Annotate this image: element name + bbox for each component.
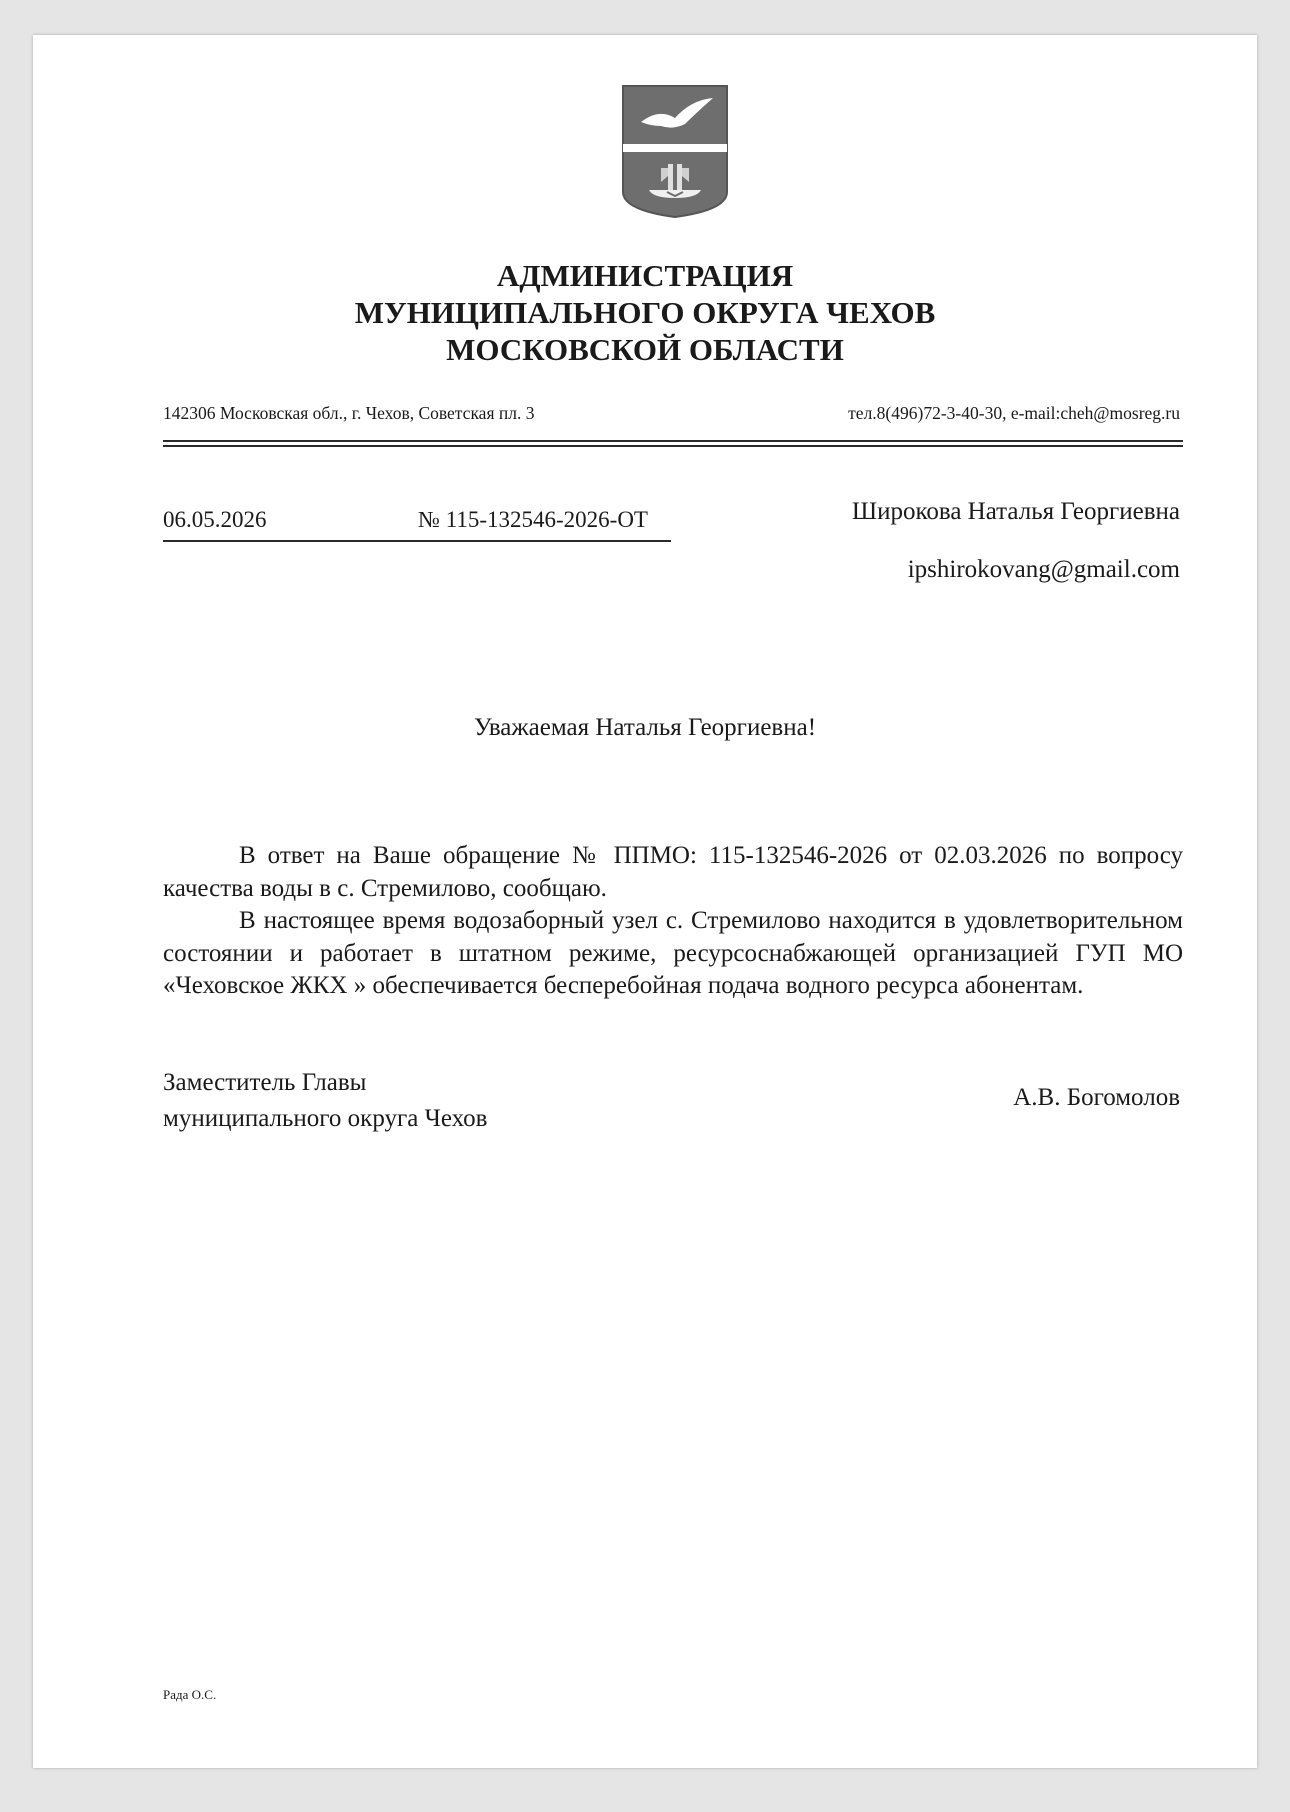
- document-number: № 115-132546-2026-ОТ: [418, 507, 648, 532]
- body-paragraph: В настоящее время водозаборный узел с. Стремилово находится в удовлетворительном состоянии и работает в штатном режиме, ресурсоснабжающей организацией ГУП МО «Чеховское ЖКХ » обеспечивается бесперебойная подача водного ресурса абонентам.: [163, 907, 1183, 999]
- recipient-email: ipshirokovang@gmail.com: [907, 556, 1180, 583]
- date-underline: [163, 540, 671, 542]
- recipient-name: Широкова Наталья Георгиевна: [851, 498, 1180, 525]
- signer-position: [163, 1065, 487, 1137]
- signer-name: А.В. Богомолов: [1013, 1084, 1180, 1111]
- document-date: 06.05.2026: [163, 507, 267, 532]
- organization-title: [33, 257, 1257, 368]
- coat-of-arms-icon: [621, 84, 729, 219]
- header-rule-top: [163, 440, 1183, 442]
- org-title-line: АДМИНИСТРАЦИЯ: [496, 258, 794, 293]
- signer-position-line: муниципального округа Чехов: [163, 1105, 488, 1132]
- signer-position-line: Заместитель Главы: [163, 1069, 367, 1096]
- org-title-line: МОСКОВСКОЙ ОБЛАСТИ: [446, 332, 844, 367]
- executor-name: Рада О.С.: [163, 1687, 217, 1702]
- organization-address: 142306 Московская обл., г. Чехов, Советская пл. 3: [163, 403, 535, 423]
- body-paragraph: В ответ на Ваше обращение № ППМО: 115-132546-2026 от 02.03.2026 по вопросу качества воды в с. Стремилово, сообщаю.: [163, 842, 1183, 902]
- org-title-line: МУНИЦИПАЛЬНОГО ОКРУГА ЧЕХОВ: [354, 295, 936, 330]
- letter-body: [163, 840, 1183, 1003]
- organization-contacts: тел.8(496)72-3-40-30, e-mail:cheh@mosreg.ru: [848, 403, 1180, 423]
- header-rule-bottom: [163, 445, 1183, 447]
- document-page: [33, 35, 1257, 1768]
- salutation: Уважаемая Наталья Георгиевна!: [473, 714, 817, 741]
